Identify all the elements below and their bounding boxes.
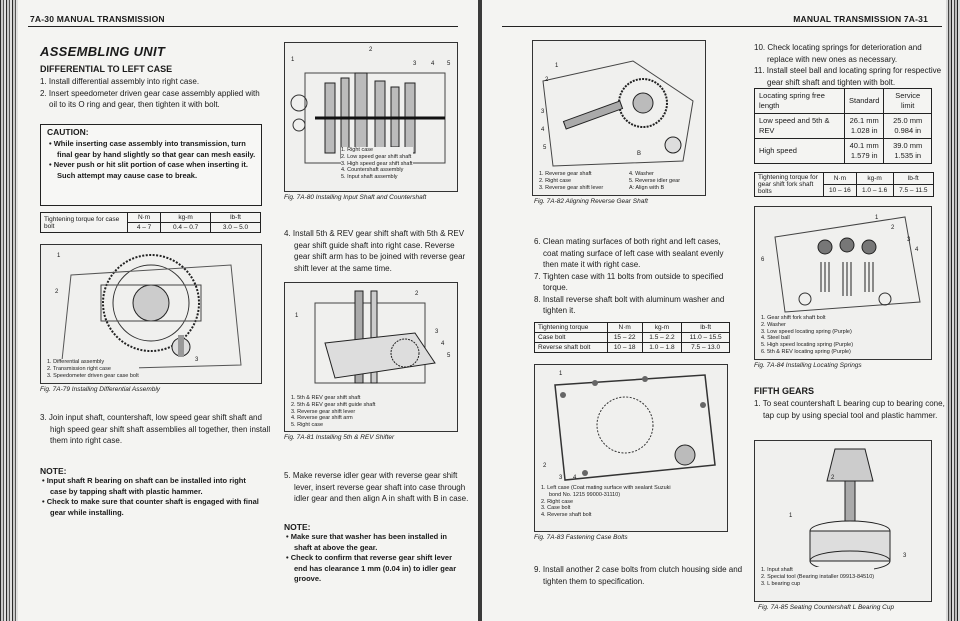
figure-legend: [291, 395, 375, 429]
steps-10-11: [754, 42, 944, 88]
callout: 1: [875, 215, 879, 221]
torque-label: Tightening torque for case bolt: [41, 213, 128, 233]
standard-in: 1.028 in: [850, 126, 878, 135]
table-header: Service limit: [884, 89, 932, 114]
table-row: [755, 114, 932, 139]
table-header: Standard: [845, 89, 884, 114]
standard-mm: 40.1 mm: [849, 141, 879, 150]
callout: 2: [831, 475, 835, 481]
table-row: [535, 343, 730, 353]
note-item: • Check to make sure that counter shaft is engaged with final gear while installing.: [42, 497, 259, 517]
figure-7a-79: [40, 244, 262, 384]
caution-box: [40, 124, 262, 206]
figure-caption: Fig. 7A-84 Installing Locating Springs: [754, 362, 862, 369]
table-cell: 10 – 18: [607, 343, 642, 353]
step-6: 6. Clean mating surfaces of both right and left cases, coat mating surface of left case with sealant evenly then mate it with right case.: [534, 237, 724, 269]
callout: 2: [415, 291, 419, 297]
legend-item: 1. 5th & REV gear shift shaft: [291, 395, 361, 401]
table-cell: [884, 139, 932, 164]
steps-1-2: [40, 76, 262, 111]
legend-item: 2. Low speed gear shift shaft: [341, 153, 412, 160]
callout: 5: [447, 61, 451, 67]
figure-caption: Fig. 7A-80 Installing Input Shaft and Countershaft: [284, 194, 427, 201]
callout: 4: [573, 475, 577, 481]
torque-value: 7.5 – 11.5: [893, 185, 933, 197]
note-item: • Make sure that washer has been installed in shaft at above the gear.: [286, 532, 448, 552]
unit: N·m: [128, 213, 161, 223]
figure-7a-80: [284, 42, 458, 192]
legend-item: 3. Case bolt: [541, 505, 571, 512]
torque-table-case-bolts: [534, 322, 730, 353]
legend-item: 4. Countershaft assembly: [341, 167, 404, 174]
figure-caption: Fig. 7A-79 Installing Differential Assembly: [40, 386, 161, 393]
fifth-step-1: 1. To seat countershaft L bearing cup to bearing cone, tap cup by using special tool and plastic hammer.: [754, 399, 945, 420]
figure-7a-85: [754, 440, 932, 602]
callout: 4: [541, 127, 545, 133]
right-page: [482, 0, 960, 621]
table-cell: Low speed and 5th & REV: [755, 114, 845, 139]
binding-edge: [946, 0, 960, 621]
legend-item: bond No. 1215 99000-31110): [549, 491, 621, 498]
figure-legend: [539, 171, 603, 191]
legend-item: 6. 5th & REV locating spring (Purple): [761, 348, 851, 355]
table-header: N·m: [607, 323, 642, 333]
torque-label: Tightening torque for gear shift fork shaft bolts: [755, 173, 824, 197]
legend-item: 3. L bearing cup: [761, 580, 801, 587]
table-cell: Case bolt: [535, 333, 608, 343]
callout: 2: [55, 289, 59, 295]
table-cell: 1.0 – 1.8: [642, 343, 682, 353]
callout: 6: [761, 257, 765, 263]
note-item: • Input shaft R bearing on shaft can be installed into right case by tapping shaft with plastic hammer.: [42, 476, 246, 496]
left-page: [0, 0, 478, 621]
legend-item: 2. Special tool (Bearing installer 09913-84510): [761, 573, 875, 580]
fifth-gears-title: FIFTH GEARS: [754, 386, 814, 396]
torque-value: 0.4 – 0.7: [161, 223, 211, 233]
callout: 3: [541, 109, 545, 115]
left-page-header: 7A-30 MANUAL TRANSMISSION: [30, 14, 165, 24]
subsection-title: DIFFERENTIAL TO LEFT CASE: [40, 64, 173, 74]
table-cell: 1.5 – 2.2: [642, 333, 682, 343]
table-header: kg-m: [642, 323, 682, 333]
limit-mm: 25.0 mm: [893, 116, 923, 125]
step-7: 7. Tighten case with 11 bolts from outside to specified torque.: [534, 271, 724, 292]
binding-edge: [0, 0, 18, 621]
figure-legend: [629, 171, 680, 191]
legend-item: 5. Input shaft assembly: [341, 174, 398, 181]
legend-item: 5. Reverse idler gear: [629, 177, 681, 184]
figure-caption: Fig. 7A-81 Installing 5th & REV Shifter: [284, 434, 395, 441]
callout: 1: [291, 57, 295, 63]
note-title: NOTE:: [284, 522, 311, 532]
table-row: [535, 333, 730, 343]
section-title: ASSEMBLING UNIT: [40, 44, 166, 59]
step-1: 1. Install differential assembly into right case.: [40, 77, 200, 86]
callout: 1: [57, 253, 61, 259]
note-title: NOTE:: [40, 466, 67, 476]
table-header: lb-ft: [682, 323, 730, 333]
callout: 3: [907, 237, 911, 243]
table-cell: 15 – 22: [607, 333, 642, 343]
callout: 4: [431, 61, 435, 67]
torque-value: 3.0 – 5.0: [211, 223, 261, 233]
figure-legend: [341, 147, 413, 181]
figure-legend: [541, 485, 671, 519]
figure-7a-84: [754, 206, 932, 360]
callout: 4: [441, 341, 445, 347]
locating-spring-table: [754, 88, 932, 164]
legend-item: 2. Washer: [761, 321, 786, 328]
callout: 1: [555, 63, 559, 69]
legend-item: 1. Right case: [341, 147, 374, 153]
callout: 1: [789, 513, 793, 519]
table-cell: [845, 139, 884, 164]
torque-value: 1.0 – 1.6: [856, 185, 893, 197]
legend-item: 2. Right case: [539, 177, 572, 184]
limit-in: 1.535 in: [894, 151, 922, 160]
note-block: [40, 466, 262, 518]
callout: 4: [915, 247, 919, 253]
limit-in: 0.984 in: [894, 126, 922, 135]
table-cell: High speed: [755, 139, 845, 164]
step-8: 8. Install reverse shaft bolt with aluminum washer and tighten it.: [534, 294, 725, 315]
figure-7a-83: [534, 364, 728, 532]
table-cell: 11.0 – 15.5: [682, 333, 730, 343]
callout: 3: [559, 475, 563, 481]
legend-item: 3. Reverse gear shift lever: [539, 184, 604, 191]
callout: 2: [543, 463, 547, 469]
caution-item: • Never push or hit slit portion of case when inserting it. Such attempt may cause case to break.: [49, 160, 248, 180]
callout: 3: [435, 329, 439, 335]
figure-caption: Fig. 7A-83 Fastening Case Bolts: [534, 534, 628, 541]
unit: lb-ft: [893, 173, 933, 185]
legend-item: 4. Washer: [629, 171, 654, 177]
torque-table-shift-fork: [754, 172, 934, 197]
table-cell: [884, 114, 932, 139]
unit: kg-m: [161, 213, 211, 223]
steps-6-8: [534, 236, 734, 317]
legend-item: 1. Reverse gear shaft: [539, 171, 592, 177]
callout: 2: [545, 77, 549, 83]
note-item: • Check to confirm that reverse gear shift lever end has clearance 1 mm (0.04 in) to idler gear groove.: [286, 553, 457, 583]
step-3: 3. Join input shaft, countershaft, low speed gear shift shaft and high speed gear shift shaft assemblies all together, then install them into right case.: [40, 413, 271, 445]
legend-item: 3. Reverse gear shift lever: [291, 408, 356, 415]
legend-item: 4. Reverse shaft bolt: [541, 512, 592, 519]
table-row: [755, 139, 932, 164]
legend-item: 3. Speedometer driven gear case bolt: [47, 372, 139, 379]
callout: B: [637, 151, 642, 157]
unit: kg-m: [856, 173, 893, 185]
legend-item: 2. 5th & REV gear shift guide shaft: [291, 401, 376, 408]
legend-item: 1. Gear shift fork shaft bolt: [761, 315, 826, 321]
unit: N·m: [824, 173, 857, 185]
callout: 3: [903, 553, 907, 559]
figure-legend: [761, 567, 874, 587]
legend-item: 3. Low speed locating spring (Purple): [761, 328, 852, 335]
standard-mm: 26.1 mm: [849, 116, 879, 125]
table-cell: Reverse shaft bolt: [535, 343, 608, 353]
header-rule: [502, 26, 942, 27]
step-9: 9. Install another 2 case bolts from clutch housing side and tighten them to specification.: [534, 565, 743, 586]
unit: lb-ft: [211, 213, 261, 223]
figure-legend: [761, 315, 853, 356]
legend-item: 5. Right case: [291, 422, 324, 429]
figure-caption: Fig. 7A-85 Seating Countershaft L Bearing Cup: [758, 604, 895, 611]
callout: 3: [413, 61, 417, 67]
table-header: Tightening torque: [535, 323, 608, 333]
legend-item: 1. Differential assembly: [47, 359, 105, 365]
legend-item: 1. Input shaft: [761, 567, 793, 573]
figure-7a-82: [532, 40, 706, 196]
caution-item: • While inserting case assembly into transmission, turn final gear by hand slightly so that gear can mesh easily.: [49, 139, 256, 159]
callout: 2: [891, 225, 895, 231]
step-10: 10. Check locating springs for deterioration and replace with new ones as necessary.: [754, 43, 922, 64]
table-header: Locating spring free length: [755, 89, 845, 114]
torque-table-case-bolt: [40, 212, 261, 233]
callout: 3: [195, 357, 199, 363]
figure-caption: Fig. 7A-82 Aligning Reverse Gear Shaft: [534, 198, 648, 205]
limit-mm: 39.0 mm: [893, 141, 923, 150]
figure-legend: [47, 359, 139, 379]
step-2: 2. Insert speedometer driven gear case assembly applied with oil to its O ring and gear, then tighten it with bolt.: [40, 88, 260, 109]
torque-value: 10 – 16: [824, 185, 857, 197]
right-page-header: MANUAL TRANSMISSION 7A-31: [793, 14, 928, 24]
table-cell: 7.5 – 13.0: [682, 343, 730, 353]
header-rule: [28, 26, 458, 27]
callout: 5: [543, 145, 547, 151]
step-11: 11. Install steel ball and locating spring for respective gear shift shaft and tighten with bolt.: [754, 66, 942, 87]
legend-item: A: Align with B: [629, 184, 665, 191]
callout: 1: [295, 313, 299, 319]
caution-title: CAUTION:: [47, 127, 89, 137]
callout: 5: [447, 353, 451, 359]
callout: 1: [559, 371, 563, 377]
callout: 2: [369, 47, 373, 53]
legend-item: 2. Transmission right case: [47, 365, 111, 372]
note-block-2: [284, 522, 462, 585]
legend-item: 1. Left case (Coat mating surface with sealant Suzuki: [541, 485, 671, 491]
legend-item: 2. Right case: [541, 498, 574, 505]
table-cell: [845, 114, 884, 139]
figure-7a-81: [284, 282, 458, 432]
step-4: 4. Install 5th & REV gear shift shaft with 5th & REV gear shift guide shaft into right case. Reverse gear shift arm has to be joined with reverse gear shift lever at the same time.: [284, 229, 466, 273]
standard-in: 1.579 in: [850, 151, 878, 160]
legend-item: 3. High speed gear shift shaft: [341, 160, 413, 167]
legend-item: 4. Steel ball: [761, 335, 790, 342]
legend-item: 5. High speed locating spring (Purple): [761, 342, 854, 349]
torque-value: 4 – 7: [128, 223, 161, 233]
legend-item: 4. Reverse gear shift arm: [291, 415, 353, 422]
step-5: 5. Make reverse idler gear with reverse gear shift lever, insert reverse gear shaft into case through idler gear and then align A in shaft with B in case.: [284, 471, 469, 503]
